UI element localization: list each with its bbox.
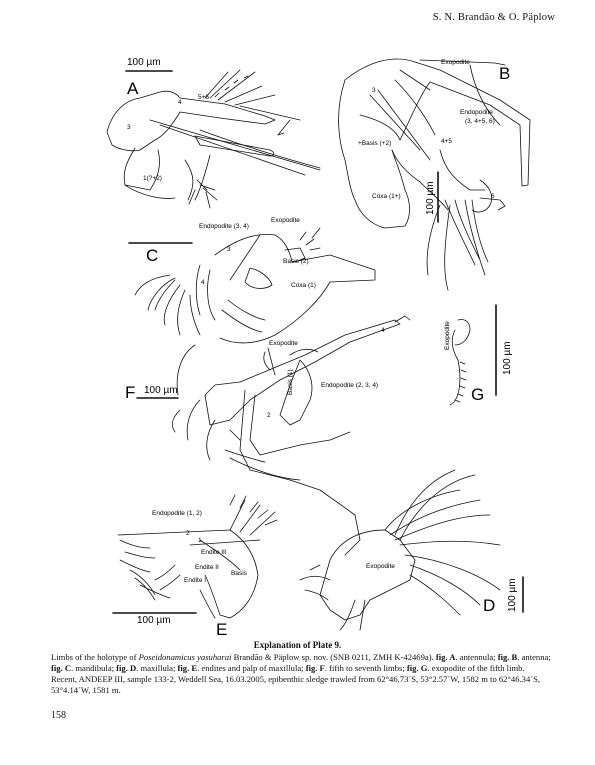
scale-label-d: 100 µm [507,578,518,612]
fig-ref-a: fig. A [435,652,456,662]
running-header: S. N. Brandão & O. Päplow [432,12,555,23]
part-label: Endopodite (3, 4) [199,223,249,230]
part-label: Endopodite (2, 3, 4) [321,382,379,389]
part-label: Endopodite (1, 2) [152,510,202,517]
page-number: 158 [51,710,66,721]
fig-ref-b: fig. B [497,652,518,662]
part-label: Coxa (1+) [372,193,401,200]
caption-text: . endites and palp of maxillula; [197,663,306,673]
part-label: Exopodite [269,340,298,347]
part-label: Exopodite [441,59,470,66]
figure-label-g: G [471,385,485,404]
part-label: Coxa (1) [291,282,316,289]
part-label: 4+5 [441,138,453,145]
fig-ref-e: fig. E [177,663,198,673]
fig-ref-c: fig. C [51,663,72,673]
part-label: 1(?+2) [143,175,162,182]
fig-ref-d: fig. D [116,663,137,673]
part-label: Exopodite [271,217,300,224]
caption-text: . maxillula; [136,663,178,673]
part-label: Basis (1) [287,369,294,395]
part-label: 4 [381,327,385,334]
part-label: 3 [372,87,376,94]
figure-label-f: F [125,383,136,402]
part-label: Exopodite [444,321,451,350]
scale-label-e: 100 µm [137,615,171,626]
part-label: (3, 4+5, 6) [465,118,495,125]
caption-text: . antennula; [455,652,498,662]
scale-label-g: 100 µm [502,341,513,375]
part-label: 5+6 [198,94,210,101]
part-label: 3 [127,124,131,131]
part-label: 2 [267,412,271,419]
figure-label-c: C [146,246,159,265]
part-label: +Basis (+2) [358,140,392,147]
figure-a-antennula [107,70,320,208]
fig-ref-f: fig. F [305,663,325,673]
figure-c-mandibula [129,228,375,343]
caption-title: Explanation of Plate 9. [253,640,342,650]
part-label: 3 [227,246,231,253]
figure-label-d: D [483,596,496,615]
part-label: Endite I [184,577,207,584]
part-label: Endite III [201,549,227,556]
part-label: Endopodite [460,109,493,116]
part-label: 6 [491,193,495,200]
figure-label-b: B [499,64,511,83]
scale-label-b: 100 µm [425,181,436,215]
figure-f-limbs [137,316,410,555]
figure-label-a: A [127,79,139,98]
scale-label-a: 100 µm [127,57,161,68]
part-label: Exopodite [366,563,395,570]
part-label: Endite II [195,564,219,571]
caption-text: Limbs of the holotype of [51,652,139,662]
caption-text: Brandão & Päplow sp. nov. (SNB 0211, ZMH K-42469a). [231,652,436,662]
figure-label-e: E [216,620,228,639]
part-label: 4 [178,99,182,106]
caption-text: . exopodite of the fifth limb. Recent, ANDEEP III, sample 133-2, Weddell Sea, 16.03.2005, epibenthic sledge trawled from 62°46.73´S, 53°2.57´W, 1582 m to 62°46.34´S, 53°4.14´W, 1581 m. [51,663,541,695]
part-label: 1 [198,537,202,544]
fig-ref-g: fig. G [406,663,428,673]
scale-label-f: 100 µm [144,385,178,396]
figure-caption [51,652,551,696]
figure-b-antenna [339,59,530,290]
part-label: Basis [231,570,247,577]
part-label: 4 [201,279,205,286]
part-label: 2 [186,530,190,537]
species-name: Poseidonamicus yasuharai [138,652,232,662]
caption-text: . antenna; [517,652,551,662]
part-label: Basis (2) [283,258,309,265]
caption-text: . fifth to seventh limbs; [324,663,407,673]
caption-text: . mandibula; [71,663,117,673]
